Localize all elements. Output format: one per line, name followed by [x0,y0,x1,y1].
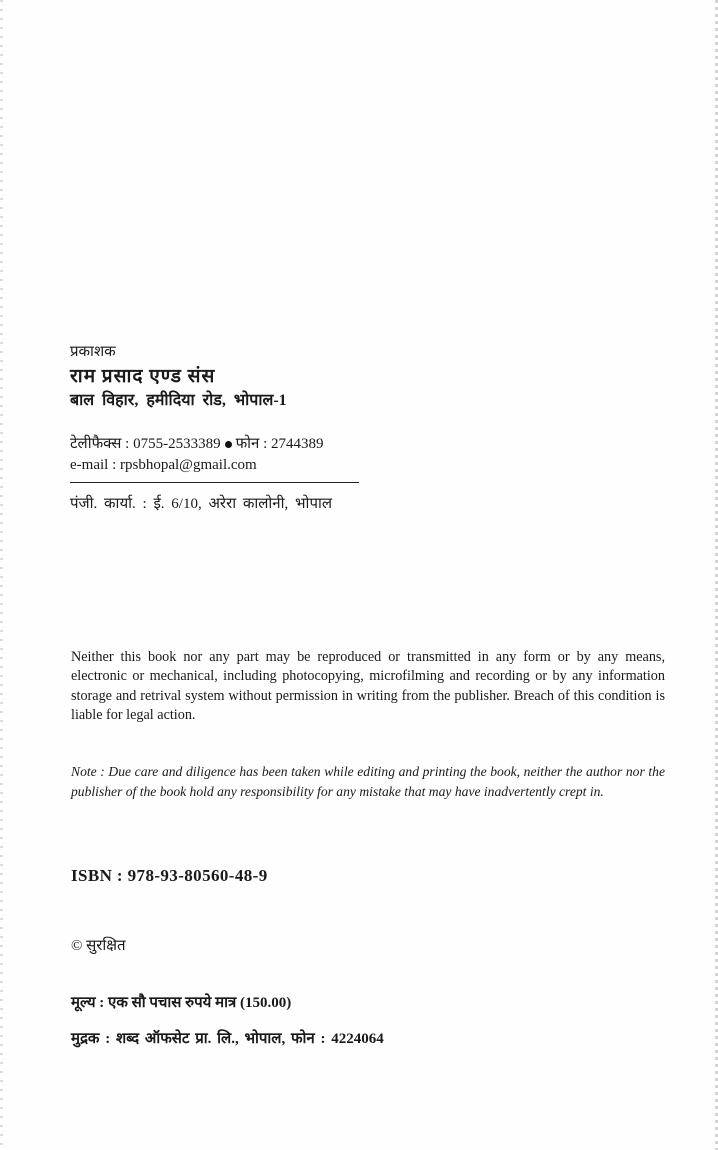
publisher-email: e-mail : rpsbhopal@gmail.com [70,457,257,473]
publisher-phones [70,433,324,453]
bullet-dot-icon [225,441,232,448]
price-line: मूल्य : एक सौ पचास रुपये मात्र (150.00) [71,995,292,1011]
phone-number: फोन : 2744389 [235,436,324,452]
page-edge-left [0,0,3,1150]
printer-line: मुद्रक : शब्द ऑफसेट प्रा. लि., भोपाल, फोन : 4224064 [71,1031,384,1047]
divider-rule [70,482,359,483]
registered-office: पंजी. कार्या. : ई. 6/10, अरेरा कालोनी, भोपाल [70,496,333,512]
disclaimer-note: Note : Due care and diligence has been taken while editing and printing the book, neither the author nor the publisher of the book hold any responsibility for any mistake that may have inadvertently crept in. [71,764,665,799]
copyright-notice: © सुरक्षित [71,938,126,954]
rights-statement: Neither this book nor any part may be reproduced or transmitted in any form or by any means, electronic or mechanical, including photocopying, microfilming and recording or by any information storage and retrival system without permission in writing from the publisher. Breach of this condition is liable for legal action. [71,649,665,723]
publisher-label: प्रकाशक [70,344,116,360]
isbn-number: ISBN : 978-93-80560-48-9 [71,866,268,885]
telefax-number: टेलीफैक्स : 0755-2533389 [70,436,221,452]
publisher-address: बाल विहार, हमीदिया रोड, भोपाल-1 [70,392,287,409]
publisher-name: राम प्रसाद एण्ड संस [70,366,216,387]
